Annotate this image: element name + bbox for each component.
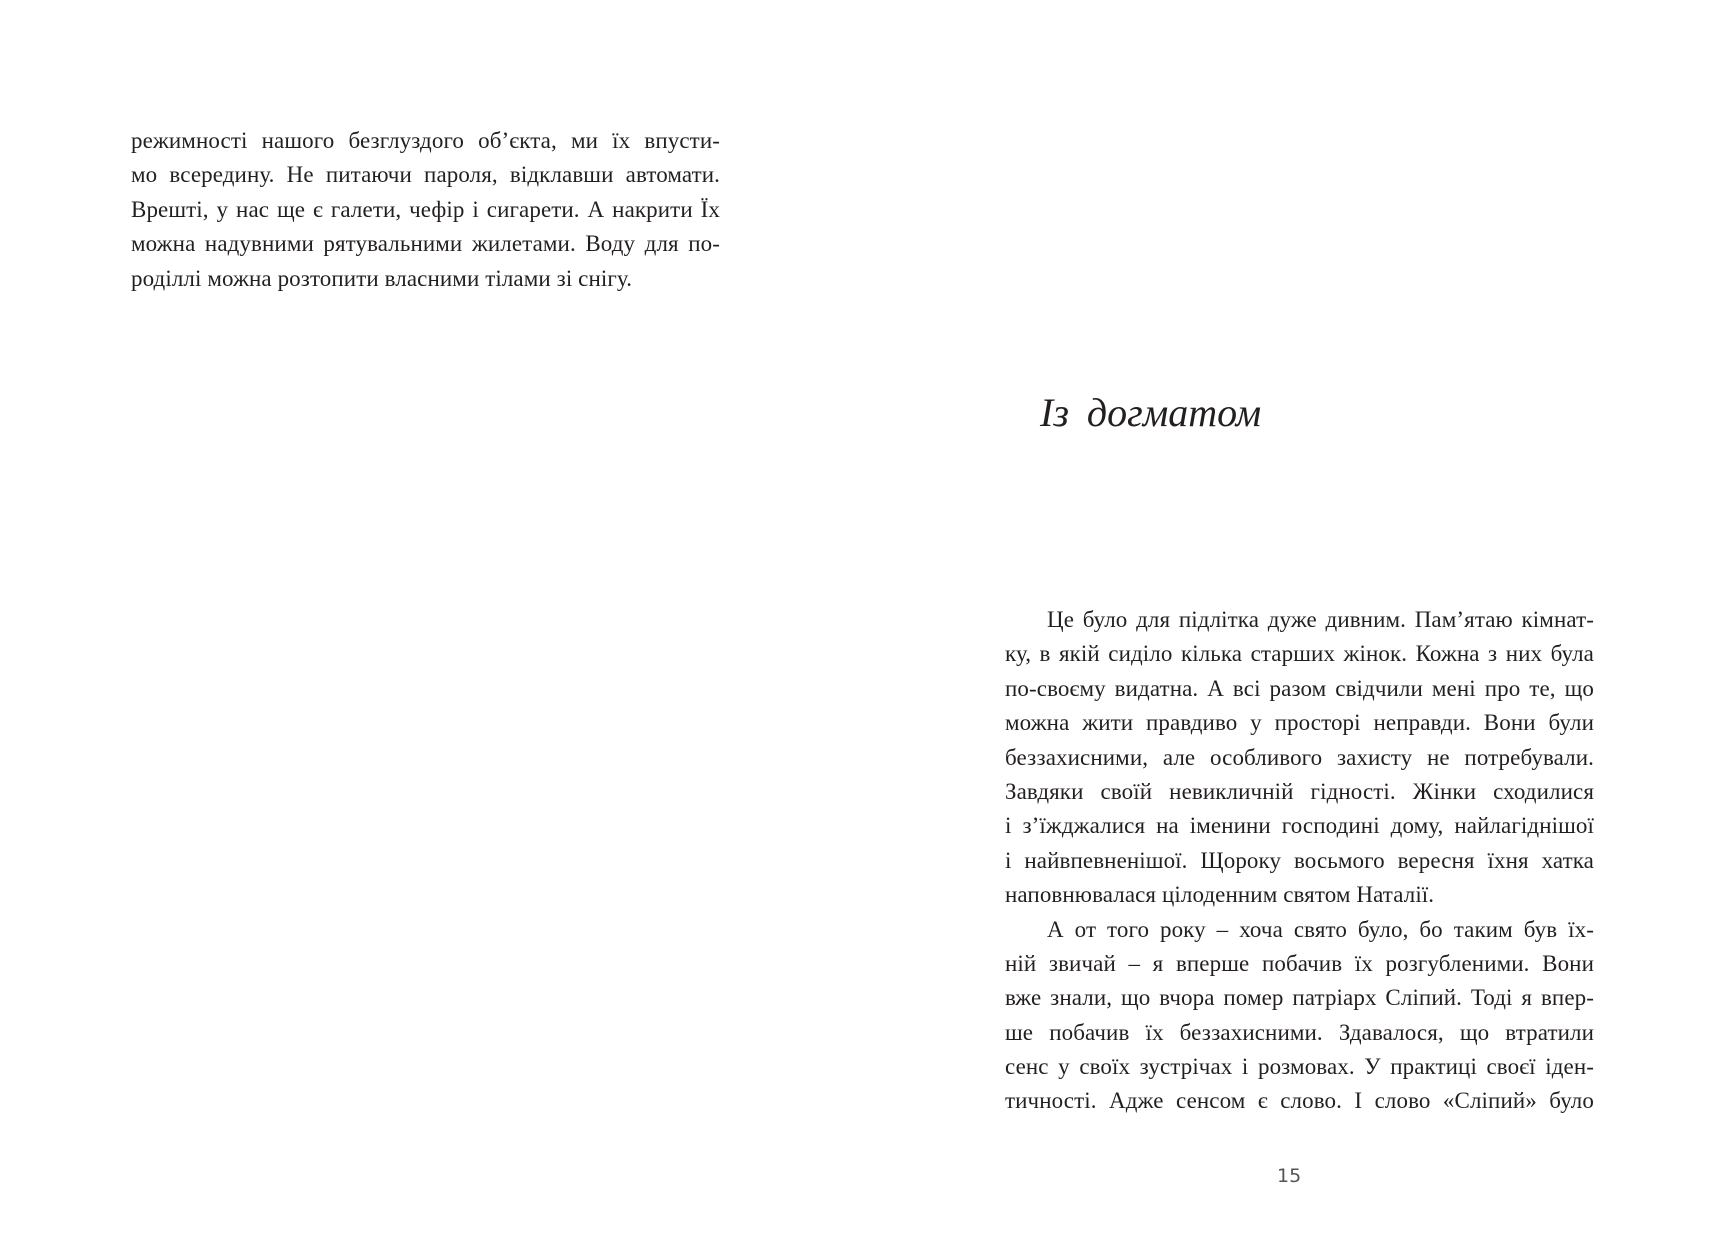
text-line: режимності нашого безглуздого об’єкта, ми їх впусти- <box>131 128 720 153</box>
text-line: наповнювалася цілоденним святом Наталії. <box>1005 882 1435 908</box>
text-line: можна надувними рятувальними жилетами. Воду для по- <box>131 231 720 257</box>
text-line: сенс у своїх зустрічах і розмовах. У практиці своєї іден- <box>1005 1054 1594 1080</box>
text-line: тичності. Адже сенсом є слово. І слово «Сліпий» було <box>1005 1088 1594 1114</box>
text-line: А от того року – хоча свято було, бо таким був їх- <box>1047 916 1594 942</box>
text-line: ше побачив їх беззахисними. Здавалося, що втратили <box>1005 1019 1594 1045</box>
text-line: і з’їжджалися на іменини господині дому, найлагіднішої <box>1005 813 1594 839</box>
text-line: Це було для підлітка дуже дивним. Пам’ятаю кімнат- <box>1047 607 1594 632</box>
text-line: вже знали, що вчора помер патріарх Сліпий. Тоді я впер- <box>1005 985 1594 1011</box>
text-line: Врешті, у нас ще є галети, чефір і сигарети. А накрити Їх <box>131 196 720 222</box>
left-page-text <box>131 124 720 296</box>
right-page-text <box>1005 603 1594 1119</box>
right-page <box>856 0 1713 1258</box>
text-line: мо всередину. Не питаючи пароля, відклавши автомати. <box>131 162 720 188</box>
page-number: 15 <box>1277 1165 1302 1187</box>
text-line: Завдяки своїй невикличній гідності. Жінки сходилися <box>1005 778 1594 804</box>
chapter-title: Із догматом <box>1040 390 1262 435</box>
text-line: і найвпевненішої. Щороку восьмого вересня їхня хатка <box>1005 847 1594 873</box>
text-line: можна жити правдиво у просторі неправди. Вони були <box>1005 710 1594 736</box>
text-line: ній звичай – я вперше побачив їх розгубленими. Вони <box>1005 950 1594 976</box>
paragraph <box>1005 913 1594 1119</box>
text-line: по-своєму видатна. А всі разом свідчили мені про те, що <box>1005 675 1594 701</box>
paragraph <box>1005 603 1594 913</box>
text-line: роділлі можна розтопити власними тілами зі снігу. <box>131 265 633 291</box>
text-line: беззахисними, але особливого захисту не потребували. <box>1005 744 1594 770</box>
text-line: ку, в якій сиділо кілька старших жінок. Кожна з них була <box>1005 641 1594 667</box>
left-page <box>0 0 856 1258</box>
